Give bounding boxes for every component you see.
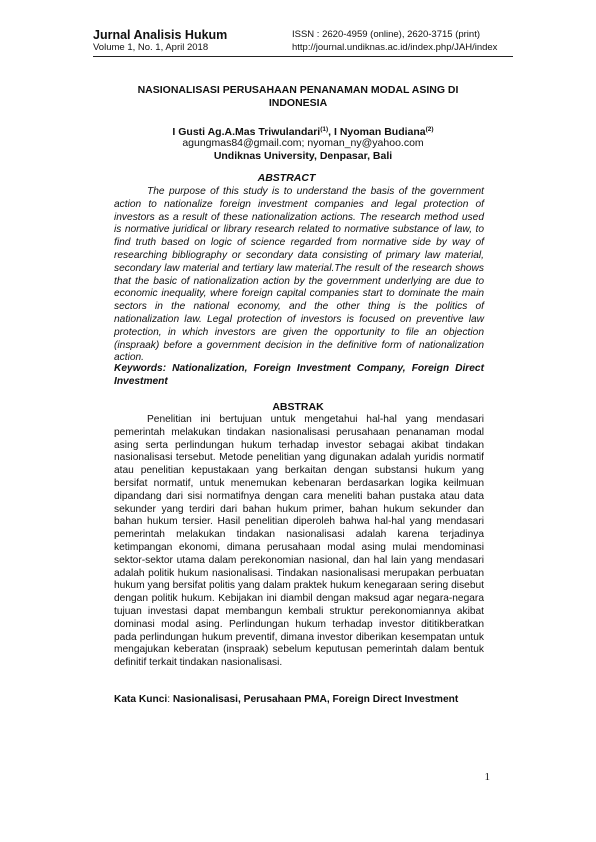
kata-kunci-line — [114, 693, 494, 706]
author-1-affiliation-mark: (1) — [320, 126, 329, 133]
abstract-body: The purpose of this study is to understand the basis of the government action to nationalize foreign investment companies and legal protection of investors as a result of these nationalization actions. The research method used is normative juridical or library research related to normative substance of law, to find truth based on logic of science regarded from normative side by way of researching bibliography or secondary data consisting of primary law material, secondary law material and tertiary law material.The result of the research shows that the basic of nationalization action by the government underlying are due to economic inequality, where foreign capital companies start to dominate the main sectors in the national economy, and the other thing is the politics of nationalization law. Legal protection of investors is focused on preventive law protection, in which investors are given the opportunity to file an objection (inspraak) before a government decision in the definitive form of nationalization action. — [114, 186, 484, 364]
page-number: 1 — [484, 771, 490, 783]
kata-kunci-separator: : — [167, 694, 173, 705]
kata-kunci-value: Nasionalisasi, Perusahaan PMA, Foreign Direct Investment — [172, 694, 459, 705]
journal-name: Jurnal Analisis Hukum — [93, 28, 228, 42]
author-separator: , — [328, 126, 335, 138]
journal-header-right — [292, 28, 512, 54]
abstrak-heading: ABSTRAK — [272, 401, 324, 413]
abstrak-body: Penelitian ini bertujuan untuk mengetahui hal-hal yang mendasari pemerintah melakukan tindakan nasionalisasi perusahaan penanaman modal asing serta perlindungan hukum terhadap investor sebagai akibat tindakan nasionalisasi tersebut. Metode penelitian yang digunakan adalah yuridis normatif atau penelitian kepustakaan yang berkaitan dengan substansi hukum yang bersifat normatif, untuk menemukan kebenaran berdasarkan logika keilmuan dipandang dari sisi normatifnya dengan cara meneliti bahan pustaka atau data sekunder yang terdiri dari bahan hukum primer, bahan hukum sekunder dan bahan hukum tersier. Hasil penelitian diperoleh bahwa hal-hal yang mendasari pemerintah melakukan tindakan nasionalisasi adalah karena terjadinya ketimpangan ekonomi, dimana perusahaan modal asing mulai mendominasi sektor-sektor utama dalam perekonomian nasional, dan hal lain yang mendasari adalah politik hukum nasionalisasi. Tindakan nasionalisasi merupakan perbuatan hukum yang bersifat politis yang dalam praktek hukum kenegaraan sering disebut dengan politik hukum. Kebijakan ini diambil dengan maksud agar negara-negara tujuan investasi dapat membangun kembali struktur perekonomiannya akibat dominasi modal asing. Perlindungan hukum terhadap investor dititikberatkan pada perlindungan hukum preventif, dimana investor diberikan kesempatan untuk mengajukan keberatan (inspraak) sebelum keputusan pemerintah dalam bentuk definitif terkait tindakan nasionalisasi. — [114, 414, 484, 669]
author-1: I Gusti Ag.A.Mas Triwulandari — [172, 126, 321, 138]
journal-header-left — [93, 28, 293, 54]
journal-issn: ISSN : 2620-4959 (online), 2620-3715 (print) — [292, 29, 481, 40]
author-2-affiliation-mark: (2) — [425, 126, 434, 133]
author-affiliation: Undiknas University, Denpasar, Bali — [213, 150, 393, 162]
abstract-keywords: Keywords: Nationalization, Foreign Investment Company, Foreign Direct Investment — [114, 363, 484, 387]
abstract-heading: ABSTRACT — [257, 172, 316, 184]
kata-kunci-label: Kata Kunci — [114, 694, 168, 705]
author-emails: agungmas84@gmail.com; nyoman_ny@yahoo.com — [182, 137, 424, 149]
author-2: I Nyoman Budiana — [334, 126, 426, 138]
header-divider — [93, 56, 513, 57]
journal-url[interactable]: http://journal.undiknas.ac.id/index.php/JAH/index — [292, 42, 498, 53]
article-title: NASIONALISASI PERUSAHAAN PENANAMAN MODAL ASING DI INDONESIA — [137, 84, 459, 109]
journal-volume: Volume 1, No. 1, April 2018 — [93, 42, 209, 53]
